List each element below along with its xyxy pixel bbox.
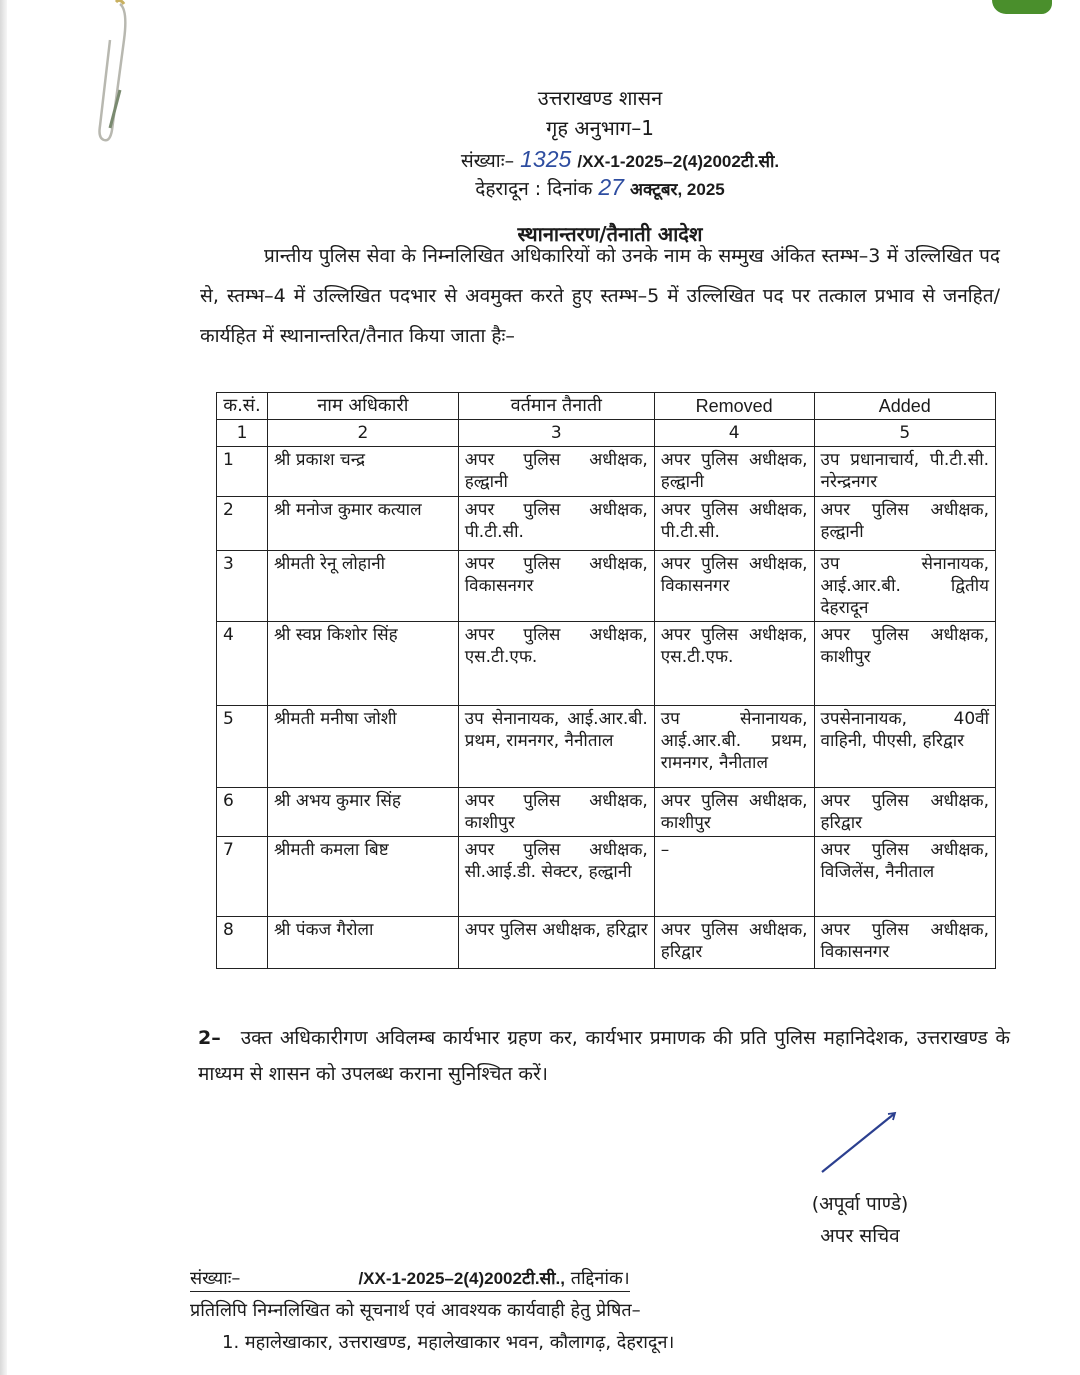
removed-charge-cell: अपर पुलिस अधीक्षक, एस.टी.एफ. [654,622,814,706]
new-posting-cell: अपर पुलिस अधीक्षक, विकासनगर [814,917,995,969]
officer-name-cell: श्री अभय कुमार सिंह [267,788,458,837]
current-posting-cell: अपर पुलिस अधीक्षक, हल्द्वानी [458,447,654,497]
officer-name-cell: श्री मनोज कुमार कत्याल [267,497,458,551]
officer-name-cell: श्रीमती मनीषा जोशी [267,706,458,788]
table-row [217,837,996,917]
column-number: 5 [814,420,995,447]
recipient-text: महालेखाकार, उत्तराखण्ड, महालेखाकार भवन, कौलागढ़, देहरादून। [244,1332,675,1353]
removed-charge-cell: अपर पुलिस अधीक्षक, हल्द्वानी [654,447,814,497]
table-row [217,447,996,497]
table-header-row [217,393,996,420]
intro-paragraph: प्रान्तीय पुलिस सेवा के निम्नलिखित अधिकारियों को उनके नाम के सम्मुख अंकित स्तम्भ–3 में उल्लिखित पद से, स्तम्भ–4 में उल्लिखित पदभार से अवमुक्त करते हुए स्तम्भ–5 में उल्लिखित पद पर तत्काल प्रभाव से जनहित/कार्यहित में स्थानान्तरित/तैनात किया जाता हैः– [200,245,1000,347]
new-posting-cell: अपर पुलिस अधीक्षक, हल्द्वानी [814,497,995,551]
removed-charge-cell: उप सेनानायक, आई.आर.बी. प्रथम, रामनगर, नैनीताल [654,706,814,788]
month-year: अक्टूबर, 2025 [630,180,725,199]
paragraph-number: 2– [198,1027,221,1049]
copy-forward-text: प्रतिलिपि निम्नलिखित को सूचनार्थ एवं आवश्यक कार्यवाही हेतु प्रेषित– [190,1300,641,1321]
transfer-table [216,392,996,969]
new-posting-cell: उपसेनानायक, 40वीं वाहिनी, पीएसी, हरिद्वार [814,706,995,788]
paragraph-2 [198,1020,1010,1092]
officer-name-cell: श्रीमती रेनू लोहानी [267,551,458,622]
new-posting-cell: अपर पुलिस अधीक्षक, काशीपुर [814,622,995,706]
number-reference: /XX-1-2025–2(4)2002टी.सी. [577,152,780,171]
serial-number-cell: 4 [217,622,268,706]
order-title: स्थानान्तरण/तैनाती आदेश [517,222,703,246]
endorsement-date: तद्दिनांक। [570,1268,630,1289]
serial-number-cell: 1 [217,447,268,497]
current-posting-cell: अपर पुलिस अधीक्षक, पी.टी.सी. [458,497,654,551]
place-date [60,174,1080,201]
signatory-designation: अपर सचिव [820,1225,900,1247]
table-row [217,551,996,622]
officer-name-cell: श्री पंकज गैरोला [267,917,458,969]
header-removed: Removed [654,393,814,420]
green-leaf-corner [992,0,1052,14]
new-posting-cell: उप सेनानायक, आई.आर.बी. द्वितीय देहरादून [814,551,995,622]
serial-number-cell: 6 [217,788,268,837]
column-number: 4 [654,420,814,447]
serial-number-cell: 7 [217,837,268,917]
new-posting-cell: अपर पुलिस अधीक्षक, विजिलेंस, नैनीताल [814,837,995,917]
current-posting-cell: अपर पुलिस अधीक्षक, विकासनगर [458,551,654,622]
paragraph-2-text: उक्त अधिकारीगण अविलम्ब कार्यभार ग्रहण कर, कार्यभार प्रमाणक की प्रति पुलिस महानिदेशक, उत्तराखण्ड के माध्यम से शासन को उपलब्ध कराना सुनिश्चित करें। [198,1027,1010,1085]
officer-name-cell: श्री प्रकाश चन्द्र [267,447,458,497]
current-posting-cell: अपर पुलिस अधीक्षक, सी.आई.डी. सेक्टर, हल्द्वानी [458,837,654,917]
recipient-number: 1. [222,1332,240,1353]
handwritten-date: 27 [598,174,624,200]
officer-name-cell: श्री स्वप्न किशोर सिंह [267,622,458,706]
signature-mark [820,1110,900,1180]
current-posting-cell: अपर पुलिस अधीक्षक, काशीपुर [458,788,654,837]
removed-charge-cell: अपर पुलिस अधीक्षक, पी.टी.सी. [654,497,814,551]
removed-charge-cell: अपर पुलिस अधीक्षक, हरिद्वार [654,917,814,969]
signatory-block [790,1188,930,1252]
table-row [217,706,996,788]
header-serial: क.सं. [217,393,268,420]
recipient-item [222,1330,674,1354]
government-name: उत्तराखण्ड शासन [537,86,663,110]
current-posting-cell: उप सेनानायक, आई.आर.बी. प्रथम, रामनगर, नैनीताल [458,706,654,788]
handwritten-number: 1325 [520,146,572,172]
serial-number-cell: 5 [217,706,268,788]
endorsement-reference: /XX-1-2025–2(4)2002टी.सी., [358,1269,565,1288]
officer-name-cell: श्रीमती कमला बिष्ट [267,837,458,917]
table-row [217,788,996,837]
column-number: 2 [267,420,458,447]
serial-number-cell: 8 [217,917,268,969]
header-added: Added [814,393,995,420]
removed-charge-cell: अपर पुलिस अधीक्षक, काशीपुर [654,788,814,837]
column-number-row [217,420,996,447]
new-posting-cell: उप प्रधानाचार्य, पी.टी.सी. नरेन्द्रनगर [814,447,995,497]
order-number [80,146,1080,173]
removed-charge-cell: – [654,837,814,917]
endorsement-number [190,1266,630,1292]
column-number: 1 [217,420,268,447]
header-name: नाम अधिकारी [267,393,458,420]
page-edge-shadow [0,0,7,1375]
place-date-label: देहरादून : दिनांक [475,178,593,200]
table-row [217,917,996,969]
table-row [217,622,996,706]
new-posting-cell: अपर पुलिस अधीक्षक, हरिद्वार [814,788,995,837]
department-name: गृह अनुभाग–1 [546,116,654,140]
endorsement-number-label: संख्याः– [190,1268,241,1289]
table-row [217,497,996,551]
current-posting-cell: अपर पुलिस अधीक्षक, एस.टी.एफ. [458,622,654,706]
header-current-posting: वर्तमान तैनाती [458,393,654,420]
serial-number-cell: 2 [217,497,268,551]
signatory-name: (अपूर्वा पाण्डे) [811,1193,909,1215]
column-number: 3 [458,420,654,447]
removed-charge-cell: अपर पुलिस अधीक्षक, विकासनगर [654,551,814,622]
current-posting-cell: अपर पुलिस अधीक्षक, हरिद्वार [458,917,654,969]
serial-number-cell: 3 [217,551,268,622]
number-label: संख्याः– [460,150,515,172]
